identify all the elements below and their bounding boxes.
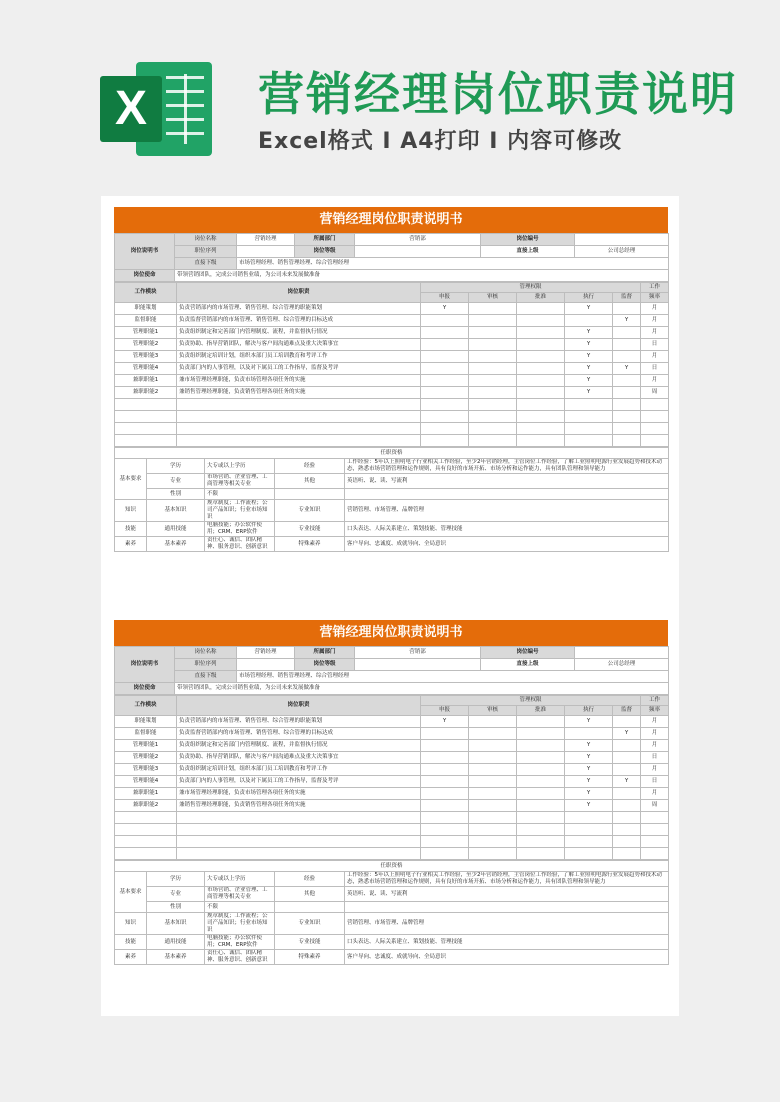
duty-description-cell[interactable]: 兼市场管理经理职能，负责市场管理各项任务的实施 (177, 788, 421, 800)
qualification-table: 任职资格 基本要求 学历 大专或以上学历 经验 工作经验：5年以上照明电子行业相关工作经验，至少2年营销经理，主管岗位工作经验，了解工业照明电源行业发展趋势和技术动态，熟悉市场营销管理和运作规则，具有良好的市场开拓、市场分析和运作能力，具有团队管理和领导能力 专业 市场营销、企业管理、工商管理等相关专业 其他 英语听、说、读、写流利 性别 不限 知识 基本知识 规章制度；工作流程；公司产品知识；行业市场知识 专业知识 营销管理、市场管理、品牌管理 技能 通用技能 电脑技能；办公软件使用；CRM、ERP软件 专业技能 口头表达、人际关系建立、策划技能、管理技能 素养 基本素养 责任心、诚信、团队精神、服务意识、创新意识 特殊素养 客户导向、忠诚度、成就导向、全局意识 (114, 860, 669, 965)
professional-skill-cell[interactable]: 口头表达、人际关系建立、策划技能、管理技能 (345, 522, 669, 537)
grade-cell[interactable] (355, 659, 481, 671)
duty-rows (115, 303, 669, 399)
duty-rows (115, 716, 669, 812)
approve-cell[interactable] (517, 728, 565, 740)
supervise-cell[interactable]: Y (613, 315, 641, 327)
duty-row (115, 351, 669, 363)
review-cell[interactable] (469, 728, 517, 740)
review-cell[interactable] (469, 387, 517, 399)
duty-module-cell[interactable]: 职能策划 (115, 716, 177, 728)
position-name-cell[interactable]: 营销经理 (237, 647, 295, 659)
frequency-cell[interactable]: 月 (641, 327, 669, 339)
duty-row (115, 752, 669, 764)
duty-row (115, 375, 669, 387)
duty-module-cell[interactable]: 兼职职能2 (115, 387, 177, 399)
review-cell[interactable] (469, 375, 517, 387)
apply-cell[interactable]: Y (421, 716, 469, 728)
review-cell[interactable] (469, 351, 517, 363)
duty-row (115, 716, 669, 728)
execute-cell[interactable]: Y (565, 800, 613, 812)
grade-cell[interactable] (355, 246, 481, 258)
duty-row (115, 315, 669, 327)
supervise-cell[interactable] (613, 788, 641, 800)
review-cell[interactable] (469, 776, 517, 788)
supervise-cell[interactable]: Y (613, 776, 641, 788)
duty-row (115, 363, 669, 375)
execute-cell[interactable]: Y (565, 387, 613, 399)
supervise-cell[interactable]: Y (613, 363, 641, 375)
supervise-cell[interactable] (613, 303, 641, 315)
general-skill-cell[interactable]: 电脑技能；办公软件使用；CRM、ERP软件 (205, 522, 275, 537)
supervise-cell[interactable] (613, 740, 641, 752)
frequency-cell[interactable]: 日 (641, 776, 669, 788)
review-cell[interactable] (469, 716, 517, 728)
approve-cell[interactable] (517, 764, 565, 776)
frequency-cell[interactable]: 月 (641, 351, 669, 363)
apply-cell[interactable] (421, 339, 469, 351)
excel-logo-icon (100, 62, 212, 156)
frequency-cell[interactable]: 日 (641, 363, 669, 375)
apply-cell[interactable] (421, 788, 469, 800)
supervise-cell[interactable] (613, 351, 641, 363)
duty-module-cell[interactable]: 管理职能2 (115, 752, 177, 764)
qualification-title: 任职资格 (115, 861, 669, 872)
execute-cell[interactable] (565, 728, 613, 740)
major-cell[interactable]: 市场营销、企业管理、工商管理等相关专业 (205, 887, 275, 902)
supervise-cell[interactable] (613, 327, 641, 339)
apply-cell[interactable] (421, 363, 469, 375)
duty-row (115, 303, 669, 315)
info-table: 岗位说明书 岗位名称 营销经理 所属部门 营销部 岗位编号 职位序列 岗位等级 直接上级 公司总经理 直接下级 市场管理经理、销售管理经理、综合管理经理 岗位使命 带领营销团队，完成公司销售业绩，为公司未来发展做准备 (114, 233, 669, 282)
frequency-cell[interactable]: 月 (641, 788, 669, 800)
sequence-cell[interactable] (237, 246, 295, 258)
duty-description-cell[interactable]: 负责组织制定和完善部门内管理制度、流程，并监督执行情况 (177, 327, 421, 339)
qualification-title: 任职资格 (115, 448, 669, 459)
execute-cell[interactable]: Y (565, 740, 613, 752)
major-cell[interactable]: 市场营销、企业管理、工商管理等相关专业 (205, 474, 275, 489)
duty-description-cell[interactable]: 负责组织制定培训计划，组织本部门员工培训教育和考评工作 (177, 764, 421, 776)
duty-description-cell[interactable]: 负责组织制定培训计划，组织本部门员工培训教育和考评工作 (177, 351, 421, 363)
general-skill-cell[interactable]: 电脑技能；办公软件使用；CRM、ERP软件 (205, 935, 275, 950)
supervise-cell[interactable] (613, 764, 641, 776)
frequency-cell[interactable]: 月 (641, 716, 669, 728)
duty-description-cell[interactable]: 负责部门内的人事管理，以及对下属员工的工作指导，监督及考评 (177, 776, 421, 788)
apply-cell[interactable] (421, 375, 469, 387)
excel-x-badge: X (100, 76, 162, 142)
frequency-cell[interactable]: 月 (641, 375, 669, 387)
sheet-title: 营销经理岗位职责说明书 (114, 207, 668, 233)
page-title: 营销经理岗位职责说明 (258, 67, 738, 121)
position-number-cell[interactable] (575, 234, 669, 246)
approve-cell[interactable] (517, 788, 565, 800)
special-quality-cell[interactable]: 客户导向、忠诚度、成就导向、全局意识 (345, 537, 669, 552)
frequency-cell[interactable]: 月 (641, 315, 669, 327)
duty-description-cell[interactable]: 负责营销部内的市场管理、销售管理、综合管理的职能策划 (177, 716, 421, 728)
apply-cell[interactable] (421, 764, 469, 776)
duty-module-cell[interactable]: 管理职能4 (115, 776, 177, 788)
review-cell[interactable] (469, 303, 517, 315)
apply-cell[interactable] (421, 327, 469, 339)
mission-cell[interactable]: 带领营销团队，完成公司销售业绩，为公司未来发展做准备 (175, 270, 669, 282)
duties-table: 工作模块 岗位职责 管理权限 工作 申报 审核 批准 执行 监督 频率 职能策划 负责营销部内的市场管理、销售管理、综合管理的职能策划 Y Y 月 监督职能 负责监督营销部内的市场管理、销售管理、综合管理的目标达成 Y 月 管理职能1 负责组织制定和完善部门内管理制度、流程，并监督执行情况 Y 月 管理职能2 负责协助、指导营销团队，解决与客户间沟通难点及重大决策事宜 Y 日 管理职能3 负责组织制定培训计划，组织本部门员工培训教育和考评工作 Y 月 管理职能4 负责部门内的人事管理，以及对下属员工的工作指导，监督及考评 Y Y 日 兼职职能1 兼市场管理经理职能，负责市场管理各项任务的实施 Y 月 兼职职能2 兼销售管理经理职能，负责销售管理各项任务的实施 Y 周 (114, 282, 669, 447)
frequency-cell[interactable]: 日 (641, 339, 669, 351)
duty-module-cell[interactable]: 管理职能1 (115, 327, 177, 339)
info-table: 岗位说明书 岗位名称 营销经理 所属部门 营销部 岗位编号 职位序列 岗位等级 直接上级 公司总经理 直接下级 市场管理经理、销售管理经理、综合管理经理 岗位使命 带领营销团队，完成公司销售业绩，为公司未来发展做准备 (114, 646, 669, 695)
execute-cell[interactable] (565, 315, 613, 327)
execute-cell[interactable]: Y (565, 776, 613, 788)
review-cell[interactable] (469, 740, 517, 752)
page-header (0, 0, 780, 190)
duty-row (115, 339, 669, 351)
supervise-cell[interactable] (613, 375, 641, 387)
duties-table: 工作模块 岗位职责 管理权限 工作 申报 审核 批准 执行 监督 频率 职能策划 负责营销部内的市场管理、销售管理、综合管理的职能策划 Y Y 月 监督职能 负责监督营销部内的市场管理、销售管理、综合管理的目标达成 Y 月 管理职能1 负责组织制定和完善部门内管理制度、流程，并监督执行情况 Y 月 管理职能2 负责协助、指导营销团队，解决与客户间沟通难点及重大决策事宜 Y 日 管理职能3 负责组织制定培训计划，组织本部门员工培训教育和考评工作 Y 月 管理职能4 负责部门内的人事管理，以及对下属员工的工作指导，监督及考评 Y Y 日 兼职职能1 兼市场管理经理职能，负责市场管理各项任务的实施 Y 月 兼职职能2 兼销售管理经理职能，负责销售管理各项任务的实施 Y 周 (114, 695, 669, 860)
apply-cell[interactable] (421, 800, 469, 812)
duty-row (115, 740, 669, 752)
duty-description-cell[interactable]: 兼销售管理经理职能，负责销售管理各项任务的实施 (177, 387, 421, 399)
frequency-cell[interactable]: 月 (641, 764, 669, 776)
duty-module-cell[interactable]: 职能策划 (115, 303, 177, 315)
department-cell[interactable]: 营销部 (355, 234, 481, 246)
experience-cell[interactable]: 工作经验：5年以上照明电子行业相关工作经验，至少2年营销经理，主管岗位工作经验，了解工业照明电源行业发展趋势和技术动态，熟悉市场营销管理和运作规则，具有良好的市场开拓、市场分析和运作能力，具有团队管理和领导能力 (345, 872, 669, 887)
position-number-cell[interactable] (575, 647, 669, 659)
document-paper (101, 196, 679, 1016)
execute-cell[interactable]: Y (565, 375, 613, 387)
duty-module-cell[interactable]: 管理职能3 (115, 764, 177, 776)
approve-cell[interactable] (517, 351, 565, 363)
execute-cell[interactable]: Y (565, 788, 613, 800)
execute-cell[interactable]: Y (565, 752, 613, 764)
approve-cell[interactable] (517, 776, 565, 788)
duty-description-cell[interactable]: 负责协助、指导营销团队，解决与客户间沟通难点及重大决策事宜 (177, 752, 421, 764)
execute-cell[interactable]: Y (565, 363, 613, 375)
qualification-table: 任职资格 基本要求 学历 大专或以上学历 经验 工作经验：5年以上照明电子行业相关工作经验，至少2年营销经理，主管岗位工作经验，了解工业照明电源行业发展趋势和技术动态，熟悉市场营销管理和运作规则，具有良好的市场开拓、市场分析和运作能力，具有团队管理和领导能力 专业 市场营销、企业管理、工商管理等相关专业 其他 英语听、说、读、写流利 性别 不限 知识 基本知识 规章制度；工作流程；公司产品知识；行业市场知识 专业知识 营销管理、市场管理、品牌管理 技能 通用技能 电脑技能；办公软件使用；CRM、ERP软件 专业技能 口头表达、人际关系建立、策划技能、管理技能 素养 基本素养 责任心、诚信、团队精神、服务意识、创新意识 特殊素养 客户导向、忠诚度、成就导向、全局意识 (114, 447, 669, 552)
basic-knowledge-cell[interactable]: 规章制度；工作流程；公司产品知识；行业市场知识 (205, 500, 275, 522)
duty-row (115, 728, 669, 740)
apply-cell[interactable] (421, 387, 469, 399)
supervise-cell[interactable] (613, 387, 641, 399)
duty-row (115, 776, 669, 788)
position-name-cell[interactable]: 营销经理 (237, 234, 295, 246)
review-cell[interactable] (469, 315, 517, 327)
other-cell[interactable]: 英语听、说、读、写流利 (345, 887, 669, 902)
apply-cell[interactable] (421, 740, 469, 752)
frequency-cell[interactable]: 周 (641, 800, 669, 812)
supervise-cell[interactable] (613, 752, 641, 764)
page-subtitle: Excel格式 I A4打印 I 内容可修改 (258, 129, 623, 154)
approve-cell[interactable] (517, 387, 565, 399)
execute-cell[interactable]: Y (565, 327, 613, 339)
duty-module-cell[interactable]: 兼职职能2 (115, 800, 177, 812)
duty-module-cell[interactable]: 兼职职能1 (115, 788, 177, 800)
review-cell[interactable] (469, 339, 517, 351)
apply-cell[interactable] (421, 728, 469, 740)
review-cell[interactable] (469, 788, 517, 800)
duty-module-cell[interactable]: 监督职能 (115, 728, 177, 740)
review-cell[interactable] (469, 327, 517, 339)
duty-description-cell[interactable]: 负责监督营销部内的市场管理、销售管理、综合管理的目标达成 (177, 315, 421, 327)
approve-cell[interactable] (517, 363, 565, 375)
approve-cell[interactable] (517, 740, 565, 752)
execute-cell[interactable]: Y (565, 764, 613, 776)
execute-cell[interactable]: Y (565, 303, 613, 315)
sheet-title: 营销经理岗位职责说明书 (114, 620, 668, 646)
approve-cell[interactable] (517, 339, 565, 351)
supervise-cell[interactable] (613, 339, 641, 351)
frequency-cell[interactable]: 日 (641, 752, 669, 764)
section-label: 岗位说明书 (115, 647, 175, 683)
duty-description-cell[interactable]: 负责协助、指导营销团队，解决与客户间沟通难点及重大决策事宜 (177, 339, 421, 351)
review-cell[interactable] (469, 800, 517, 812)
approve-cell[interactable] (517, 716, 565, 728)
superior-cell[interactable]: 公司总经理 (575, 659, 669, 671)
review-cell[interactable] (469, 363, 517, 375)
education-cell[interactable]: 大专或以上学历 (205, 872, 275, 887)
review-cell[interactable] (469, 752, 517, 764)
duty-row (115, 327, 669, 339)
mission-cell[interactable]: 带领营销团队，完成公司销售业绩，为公司未来发展做准备 (175, 683, 669, 695)
frequency-cell[interactable]: 月 (641, 740, 669, 752)
apply-cell[interactable] (421, 776, 469, 788)
supervise-cell[interactable] (613, 800, 641, 812)
sequence-cell[interactable] (237, 659, 295, 671)
duty-module-cell[interactable]: 管理职能2 (115, 339, 177, 351)
duty-description-cell[interactable]: 负责组织制定和完善部门内管理制度、流程，并监督执行情况 (177, 740, 421, 752)
duty-row (115, 764, 669, 776)
superior-cell[interactable]: 公司总经理 (575, 246, 669, 258)
approve-cell[interactable] (517, 327, 565, 339)
job-description-sheet-1 (114, 207, 668, 552)
duty-description-cell[interactable]: 兼市场管理经理职能，负责市场管理各项任务的实施 (177, 375, 421, 387)
duty-description-cell[interactable]: 负责营销部内的市场管理、销售管理、综合管理的职能策划 (177, 303, 421, 315)
duty-row (115, 387, 669, 399)
basic-quality-cell[interactable]: 责任心、诚信、团队精神、服务意识、创新意识 (205, 950, 275, 965)
supervise-cell[interactable] (613, 716, 641, 728)
supervise-cell[interactable]: Y (613, 728, 641, 740)
duty-description-cell[interactable]: 兼销售管理经理职能，负责销售管理各项任务的实施 (177, 800, 421, 812)
approve-cell[interactable] (517, 375, 565, 387)
professional-knowledge-cell[interactable]: 营销管理、市场管理、品牌管理 (345, 500, 669, 522)
duty-description-cell[interactable]: 负责监督营销部内的市场管理、销售管理、综合管理的目标达成 (177, 728, 421, 740)
job-description-sheet-2 (114, 620, 668, 965)
duty-module-cell[interactable]: 管理职能1 (115, 740, 177, 752)
experience-cell[interactable]: 工作经验：5年以上照明电子行业相关工作经验，至少2年营销经理，主管岗位工作经验，了解工业照明电源行业发展趋势和技术动态，熟悉市场营销管理和运作规则，具有良好的市场开拓、市场分析和运作能力，具有团队管理和领导能力 (345, 459, 669, 474)
section-label: 岗位说明书 (115, 234, 175, 270)
frequency-cell[interactable]: 月 (641, 728, 669, 740)
duty-module-cell[interactable]: 兼职职能1 (115, 375, 177, 387)
review-cell[interactable] (469, 764, 517, 776)
execute-cell[interactable]: Y (565, 716, 613, 728)
approve-cell[interactable] (517, 303, 565, 315)
execute-cell[interactable]: Y (565, 351, 613, 363)
approve-cell[interactable] (517, 315, 565, 327)
gender-cell[interactable]: 不限 (205, 489, 275, 500)
professional-knowledge-cell[interactable]: 营销管理、市场管理、品牌管理 (345, 913, 669, 935)
duty-description-cell[interactable]: 负责部门内的人事管理，以及对下属员工的工作指导，监督及考评 (177, 363, 421, 375)
apply-cell[interactable] (421, 752, 469, 764)
execute-cell[interactable]: Y (565, 339, 613, 351)
duty-row (115, 800, 669, 812)
frequency-cell[interactable]: 月 (641, 303, 669, 315)
subordinates-cell[interactable]: 市场管理经理、销售管理经理、综合管理经理 (237, 671, 669, 683)
department-cell[interactable]: 营销部 (355, 647, 481, 659)
duty-row (115, 788, 669, 800)
education-cell[interactable]: 大专或以上学历 (205, 459, 275, 474)
duty-module-cell[interactable]: 管理职能4 (115, 363, 177, 375)
gender-cell[interactable]: 不限 (205, 902, 275, 913)
other-cell[interactable]: 英语听、说、读、写流利 (345, 474, 669, 489)
frequency-cell[interactable]: 周 (641, 387, 669, 399)
apply-cell[interactable]: Y (421, 303, 469, 315)
special-quality-cell[interactable]: 客户导向、忠诚度、成就导向、全局意识 (345, 950, 669, 965)
basic-knowledge-cell[interactable]: 规章制度；工作流程；公司产品知识；行业市场知识 (205, 913, 275, 935)
approve-cell[interactable] (517, 752, 565, 764)
professional-skill-cell[interactable]: 口头表达、人际关系建立、策划技能、管理技能 (345, 935, 669, 950)
duty-module-cell[interactable]: 监督职能 (115, 315, 177, 327)
approve-cell[interactable] (517, 800, 565, 812)
basic-quality-cell[interactable]: 责任心、诚信、团队精神、服务意识、创新意识 (205, 537, 275, 552)
apply-cell[interactable] (421, 351, 469, 363)
duty-module-cell[interactable]: 管理职能3 (115, 351, 177, 363)
apply-cell[interactable] (421, 315, 469, 327)
subordinates-cell[interactable]: 市场管理经理、销售管理经理、综合管理经理 (237, 258, 669, 270)
